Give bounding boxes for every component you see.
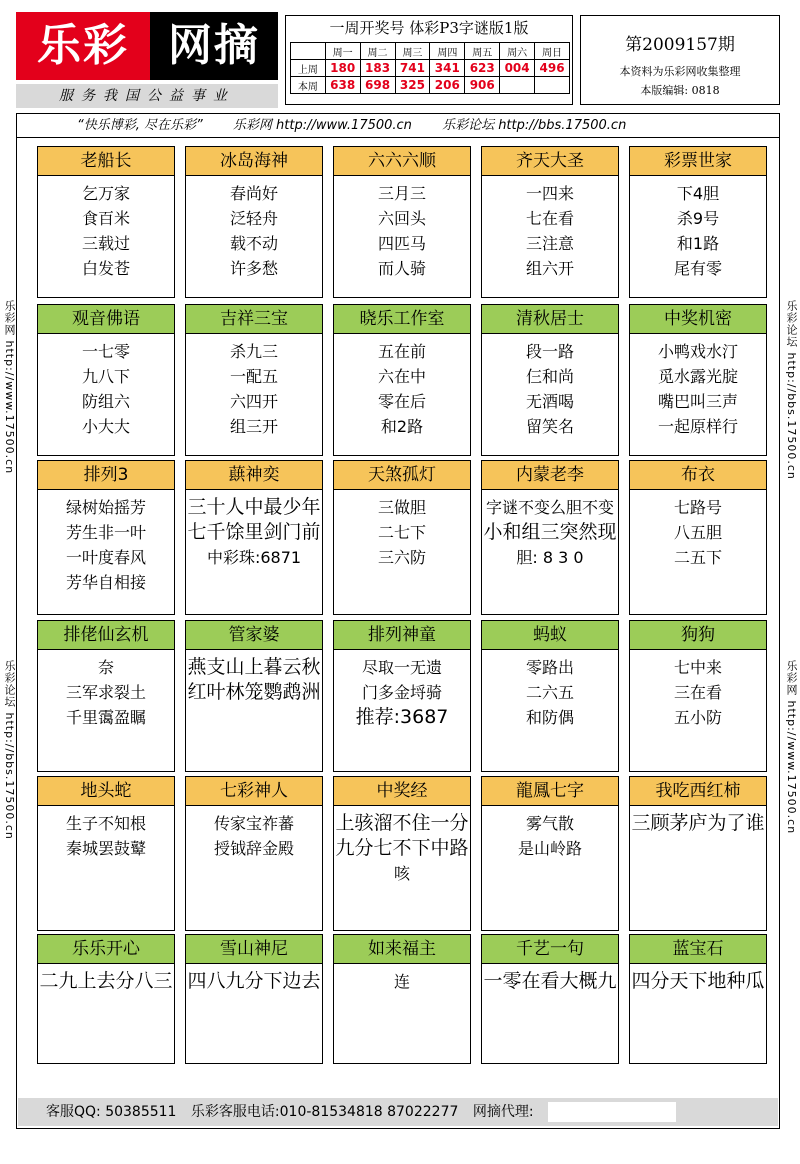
weekly-draw-panel xyxy=(285,15,573,105)
tip-card-title: 老船长 xyxy=(38,147,174,176)
tip-card-body xyxy=(482,334,618,439)
tip-line: 泛轻舟 xyxy=(229,209,278,228)
tip-line: 字谜不变么胆不变 xyxy=(485,498,614,517)
tip-card xyxy=(37,146,175,298)
tip-line: 咳 xyxy=(393,864,410,883)
tip-line: 乞万家 xyxy=(81,184,130,203)
issue-panel xyxy=(580,15,780,105)
draw-title: 一周开奖号 体彩P3字谜版1版 xyxy=(329,19,529,37)
tip-line: 传家宝祚蕃 xyxy=(213,814,294,833)
day-header: 周三 xyxy=(395,43,430,60)
tip-card-title: 中奖经 xyxy=(334,777,470,806)
draw-table xyxy=(290,42,570,94)
tip-card-body xyxy=(38,334,174,439)
side-text-left-top: 乐彩网 http://www.17500.cn xyxy=(3,300,16,475)
tip-card-body xyxy=(38,490,174,595)
tip-card-body xyxy=(334,650,470,730)
tip-line: 一四来 xyxy=(525,184,574,203)
tip-card-title: 七彩神人 xyxy=(186,777,322,806)
tip-line: 白发苍 xyxy=(81,259,130,278)
tip-card xyxy=(185,776,323,931)
tip-line: 三注意 xyxy=(525,234,574,253)
tip-card-title: 观音佛语 xyxy=(38,305,174,334)
draw-number: 183 xyxy=(360,60,395,77)
tip-card-title: 蕻神奕 xyxy=(186,461,322,490)
draw-number: 623 xyxy=(465,60,500,77)
tip-card xyxy=(37,620,175,772)
tip-line: 芳华自相接 xyxy=(65,573,146,592)
side-text-left-bottom: 乐彩论坛 http://bbs.17500.cn xyxy=(3,660,16,840)
tip-card xyxy=(481,146,619,298)
tip-card-title: 天煞孤灯 xyxy=(334,461,470,490)
tip-card-title: 齐天大圣 xyxy=(482,147,618,176)
tip-line: 组三开 xyxy=(229,417,278,436)
tip-line: 二六五 xyxy=(525,683,574,702)
agent-field xyxy=(548,1102,676,1122)
tip-line: 四匹马 xyxy=(377,234,426,253)
day-header: 周一 xyxy=(325,43,360,60)
tip-card-title: 吉祥三宝 xyxy=(186,305,322,334)
tip-card-body xyxy=(482,490,618,570)
tip-card-title: 彩票世家 xyxy=(630,147,766,176)
tip-card-title: 蓝宝石 xyxy=(630,935,766,964)
tip-card xyxy=(333,934,471,1064)
tip-line: 尽取一无遗 xyxy=(361,658,442,677)
issue-number: 第2009157期 xyxy=(625,35,735,55)
tip-line: 三十人中最少年 xyxy=(187,496,321,518)
tip-card-title: 晓乐工作室 xyxy=(334,305,470,334)
tip-card-body xyxy=(334,334,470,439)
tip-card-title: 地头蛇 xyxy=(38,777,174,806)
logo xyxy=(16,12,278,82)
tip-card xyxy=(629,146,767,298)
tip-card-title: 如来福主 xyxy=(334,935,470,964)
side-text-right-bottom: 乐彩网 http://www.17500.cn xyxy=(785,660,798,835)
tip-card-body xyxy=(38,176,174,281)
tip-card-body xyxy=(334,490,470,570)
issue-note: 本资料为乐彩网收集整理 xyxy=(619,65,741,78)
tip-card xyxy=(185,146,323,298)
tip-line: 春尚好 xyxy=(229,184,278,203)
tip-card xyxy=(333,620,471,772)
tip-card-body xyxy=(38,806,174,861)
footer-phone: 乐彩客服电话:010-81534818 87022277 xyxy=(190,1104,459,1120)
tip-card-body xyxy=(334,176,470,281)
tip-card-title: 雪山神尼 xyxy=(186,935,322,964)
tip-line: 九分七不下中路 xyxy=(335,837,469,859)
draw-number: 206 xyxy=(430,77,465,94)
tip-line: 和防偶 xyxy=(525,708,574,727)
tip-card-title: 中奖机密 xyxy=(630,305,766,334)
banner-forum-link[interactable]: 乐彩论坛 http://bbs.17500.cn xyxy=(442,118,627,133)
day-header: 周六 xyxy=(500,43,535,60)
tip-line: 二七下 xyxy=(377,523,426,542)
tip-line: 燕支山上暮云秋 xyxy=(187,656,321,678)
tip-line: 二五下 xyxy=(673,548,722,567)
tip-card-body xyxy=(186,334,322,439)
tip-line: 三月三 xyxy=(377,184,426,203)
tip-line: 留笑名 xyxy=(525,417,574,436)
tip-line: 一七零 xyxy=(81,342,130,361)
tip-line: 一零在看大概九 xyxy=(483,970,617,992)
day-header: 周二 xyxy=(360,43,395,60)
tip-card-body xyxy=(630,650,766,730)
tip-line: 一起原样行 xyxy=(657,417,738,436)
draw-number: 341 xyxy=(430,60,465,77)
draw-number: 638 xyxy=(325,77,360,94)
side-text-right-top: 乐彩论坛 http://bbs.17500.cn xyxy=(785,300,798,480)
tip-card-title: 管家婆 xyxy=(186,621,322,650)
tip-card-body xyxy=(630,964,766,994)
content-frame xyxy=(16,113,780,1129)
banner xyxy=(17,114,779,138)
tip-card-body xyxy=(38,964,174,994)
tip-line: 小大大 xyxy=(81,417,130,436)
tip-card xyxy=(185,620,323,772)
tip-card-title: 内蒙老李 xyxy=(482,461,618,490)
tip-card-title: 排佬仙玄机 xyxy=(38,621,174,650)
tip-line: 而人骑 xyxy=(377,259,426,278)
issue-editor: 本版编辑: 0818 xyxy=(640,84,720,97)
tip-line: 三军求裂土 xyxy=(65,683,146,702)
day-header: 周日 xyxy=(535,43,570,60)
tip-line: 食百米 xyxy=(81,209,130,228)
tip-line: 三六防 xyxy=(377,548,426,567)
tip-card-body xyxy=(482,806,618,861)
tip-line: 小和组三突然现 xyxy=(483,521,617,543)
tip-line: 胆: 8 3 0 xyxy=(516,548,584,567)
tip-card xyxy=(629,460,767,615)
slogan: 服务我国公益事业 xyxy=(16,84,278,108)
tip-card xyxy=(629,776,767,931)
banner-motto: “快乐博彩, 尽在乐彩” xyxy=(77,118,203,133)
tip-line: 三做胆 xyxy=(377,498,426,517)
tip-line: 六回头 xyxy=(377,209,426,228)
tip-card-body xyxy=(186,176,322,281)
tip-line: 中彩珠:6871 xyxy=(206,548,302,567)
tip-card-body xyxy=(186,490,322,570)
tip-line: 防组六 xyxy=(81,392,130,411)
logo-part-red: 乐彩 xyxy=(16,12,150,80)
tip-line: 芳生非一叶 xyxy=(65,523,146,542)
tip-card-body xyxy=(630,490,766,570)
tip-line: 三在看 xyxy=(673,683,722,702)
draw-number: 496 xyxy=(535,60,570,77)
tip-card-body xyxy=(630,806,766,836)
tip-card-body xyxy=(630,176,766,281)
tip-line: 绿树始摇芳 xyxy=(65,498,146,517)
tip-card-body xyxy=(630,334,766,439)
tip-card-body xyxy=(186,806,322,861)
row-label-this-week: 本周 xyxy=(291,77,326,94)
tip-card xyxy=(185,460,323,615)
tip-line: 二九上去分八三 xyxy=(39,970,173,992)
tip-line: 无酒喝 xyxy=(525,392,574,411)
day-header: 周四 xyxy=(430,43,465,60)
row-label-last-week: 上周 xyxy=(291,60,326,77)
tip-card xyxy=(481,620,619,772)
tip-card-title: 清秋居士 xyxy=(482,305,618,334)
tip-card-title: 我吃西红柿 xyxy=(630,777,766,806)
tip-line: 仨和尚 xyxy=(525,367,574,386)
tip-line: 觅水露光腚 xyxy=(657,367,738,386)
tip-card-title: 狗狗 xyxy=(630,621,766,650)
tip-line: 三载过 xyxy=(81,234,130,253)
tip-line: 嘴巴叫三声 xyxy=(657,392,738,411)
tip-line: 连 xyxy=(393,972,410,991)
tip-card-title: 冰岛海神 xyxy=(186,147,322,176)
tip-card-body xyxy=(482,964,618,994)
tip-line: 生子不知根 xyxy=(65,814,146,833)
draw-number: 741 xyxy=(395,60,430,77)
tip-card-title: 乐乐开心 xyxy=(38,935,174,964)
banner-site-link[interactable]: 乐彩网 http://www.17500.cn xyxy=(232,118,412,133)
tip-card xyxy=(481,934,619,1064)
footer-qq: 客服QQ: 50385511 xyxy=(46,1104,177,1120)
tip-line: 五在前 xyxy=(377,342,426,361)
draw-number: 325 xyxy=(395,77,430,94)
tip-card-body xyxy=(186,964,322,994)
draw-number: 180 xyxy=(325,60,360,77)
tip-line: 推荐:3687 xyxy=(355,706,449,728)
tip-line: 七中来 xyxy=(673,658,722,677)
tip-line: 红叶林笼鹦鹉洲 xyxy=(187,681,321,703)
tip-card-body xyxy=(482,176,618,281)
draw-number xyxy=(535,77,570,94)
tip-line: 七路号 xyxy=(673,498,722,517)
tip-card xyxy=(185,934,323,1064)
corner-cell xyxy=(291,43,326,60)
tip-card-body xyxy=(186,650,322,705)
tip-card xyxy=(629,934,767,1064)
tip-line: 秦城罢鼓鼙 xyxy=(65,839,146,858)
tip-line: 雾气散 xyxy=(525,814,574,833)
tip-line: 尾有零 xyxy=(673,259,722,278)
tip-line: 一配五 xyxy=(229,367,278,386)
tip-card-body xyxy=(482,650,618,730)
tip-card xyxy=(629,304,767,456)
tip-line: 和1路 xyxy=(676,234,720,253)
tip-card xyxy=(333,776,471,931)
tip-line: 四八九分下边去 xyxy=(187,970,321,992)
tip-card xyxy=(333,146,471,298)
tip-line: 下4胆 xyxy=(676,184,720,203)
tip-line: 小鸭戏水汀 xyxy=(657,342,738,361)
tip-card-body xyxy=(334,964,470,994)
tip-line: 组六开 xyxy=(525,259,574,278)
tip-card xyxy=(37,460,175,615)
tip-line: 许多愁 xyxy=(229,259,278,278)
tip-line: 九八下 xyxy=(81,367,130,386)
tip-line: 段一路 xyxy=(525,342,574,361)
draw-number xyxy=(500,77,535,94)
tip-line: 五小防 xyxy=(673,708,722,727)
tip-card xyxy=(37,934,175,1064)
tip-card-title: 排列3 xyxy=(38,461,174,490)
tip-card-title: 千艺一句 xyxy=(482,935,618,964)
tip-card xyxy=(37,776,175,931)
tip-line: 零路出 xyxy=(525,658,574,677)
tip-line: 杀九三 xyxy=(229,342,278,361)
tip-card-body xyxy=(38,650,174,730)
tip-card-title: 六六六顺 xyxy=(334,147,470,176)
tip-line: 上骇溜不住一分 xyxy=(335,812,469,834)
tip-line: 门多金埒骑 xyxy=(361,683,442,702)
tip-card-title: 排列神童 xyxy=(334,621,470,650)
footer-bar xyxy=(18,1098,778,1126)
tip-line: 七千馀里剑门前 xyxy=(187,521,321,543)
tip-card xyxy=(481,776,619,931)
tip-line: 和2路 xyxy=(380,417,424,436)
tip-card xyxy=(481,460,619,615)
draw-number: 906 xyxy=(465,77,500,94)
tip-line: 六在中 xyxy=(377,367,426,386)
draw-number: 698 xyxy=(360,77,395,94)
tip-card xyxy=(629,620,767,772)
tip-line: 载不动 xyxy=(229,234,278,253)
tip-line: 四分天下地种瓜 xyxy=(631,970,765,992)
draw-number: 004 xyxy=(500,60,535,77)
tip-line: 千里霭盈瞩 xyxy=(65,708,146,727)
tip-line: 杀9号 xyxy=(676,209,720,228)
tip-card-body xyxy=(334,806,470,886)
tip-line: 奈 xyxy=(97,658,114,677)
tip-card xyxy=(333,304,471,456)
tip-line: 一叶度春风 xyxy=(65,548,146,567)
logo-part-black: 网摘 xyxy=(150,12,278,80)
tip-card xyxy=(185,304,323,456)
tip-line: 六四开 xyxy=(229,392,278,411)
tip-line: 授钺辞金殿 xyxy=(213,839,294,858)
tip-line: 八五胆 xyxy=(673,523,722,542)
tip-card-title: 蚂蚁 xyxy=(482,621,618,650)
tip-card xyxy=(37,304,175,456)
tip-card xyxy=(481,304,619,456)
tip-card-title: 布衣 xyxy=(630,461,766,490)
tip-line: 是山岭路 xyxy=(517,839,582,858)
footer-agent-label: 网摘代理: xyxy=(472,1104,534,1120)
tip-line: 三顾茅庐为了谁 xyxy=(631,812,765,834)
tip-line: 七在看 xyxy=(525,209,574,228)
day-header: 周五 xyxy=(465,43,500,60)
tip-card xyxy=(333,460,471,615)
tip-card-title: 龍鳳七字 xyxy=(482,777,618,806)
tip-line: 零在后 xyxy=(377,392,426,411)
